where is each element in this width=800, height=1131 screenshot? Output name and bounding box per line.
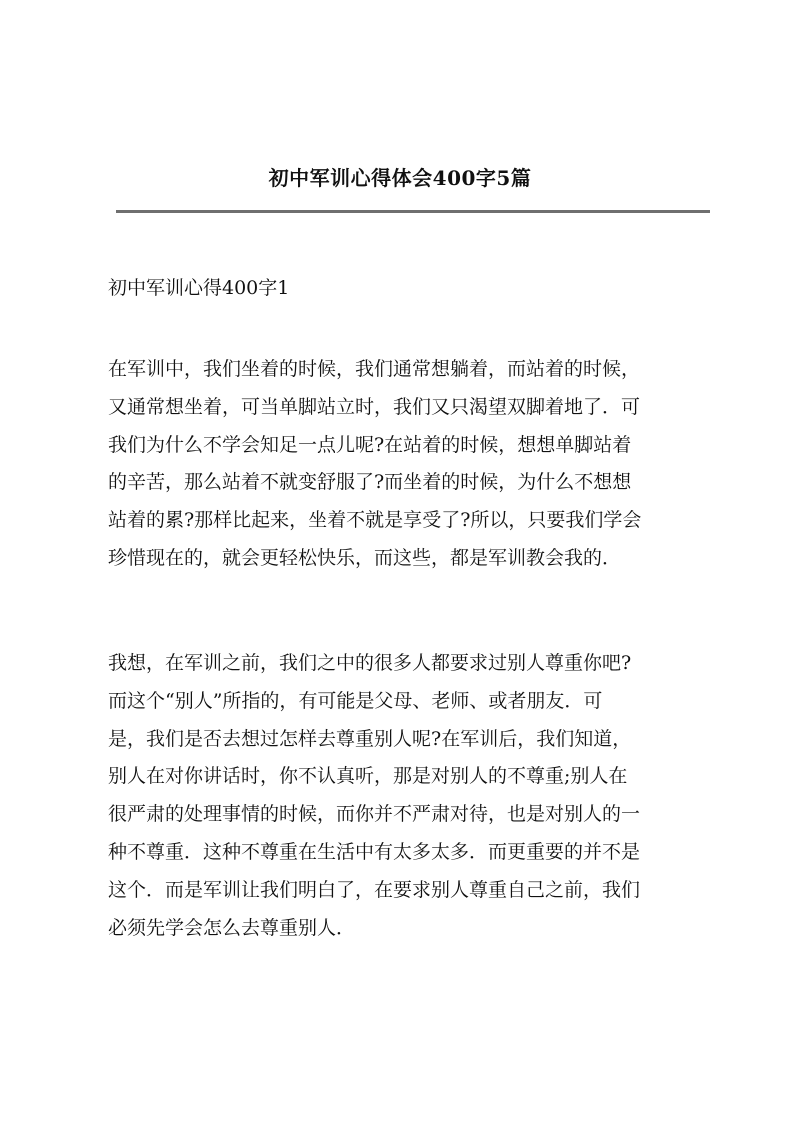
paragraph-line: 而这个“别人”所指的，有可能是父母、老师、或者朋友．可 xyxy=(108,689,603,712)
paragraph-line: 站着的累?那样比起来，坐着不就是享受了?所以，只要我们学会 xyxy=(108,509,642,532)
paragraph-line: 种不尊重．这种不尊重在生活中有太多太多．而更重要的并不是 xyxy=(108,840,641,863)
paragraph-2 xyxy=(108,645,728,947)
paragraph-line: 的辛苦，那么站着不就变舒服了?而坐着的时候，为什么不想想 xyxy=(108,471,632,494)
paragraph-line: 珍惜现在的，就会更轻松快乐，而这些，都是军训教会我的． xyxy=(108,546,622,569)
paragraph-line: 在军训中，我们坐着的时候，我们通常想躺着，而站着的时候， xyxy=(108,358,641,380)
paragraph-line: 我想，在军训之前，我们之中的很多人都要求过别人尊重你吧? xyxy=(108,652,632,674)
paragraph-line: 必须先学会怎么去尊重别人． xyxy=(108,916,356,939)
paragraph-line: 又通常想坐着，可当单脚站立时，我们又只渴望双脚着地了．可 xyxy=(108,395,641,418)
paragraph-line: 我们为什么不学会知足一点儿呢?在站着的时候，想想单脚站着 xyxy=(108,433,632,456)
paragraph-1 xyxy=(108,351,728,578)
paragraph-line: 这个．而是军训让我们明白了，在要求别人尊重自己之前，我们 xyxy=(108,878,641,901)
paragraph-line: 是，我们是否去想过怎样去尊重别人呢?在军训后，我们知道， xyxy=(108,727,632,750)
section-heading: 初中军训心得400字1 xyxy=(108,277,290,299)
paragraph-line: 别人在对你讲话时，你不认真听，那是对别人的不尊重;别人在 xyxy=(108,765,628,788)
paragraph-line: 很严肃的处理事情的时候，而你并不严肃对待，也是对别人的一 xyxy=(108,803,641,826)
title-underline xyxy=(116,210,710,213)
document-title: 初中军训心得体会400字5篇 xyxy=(268,166,532,190)
